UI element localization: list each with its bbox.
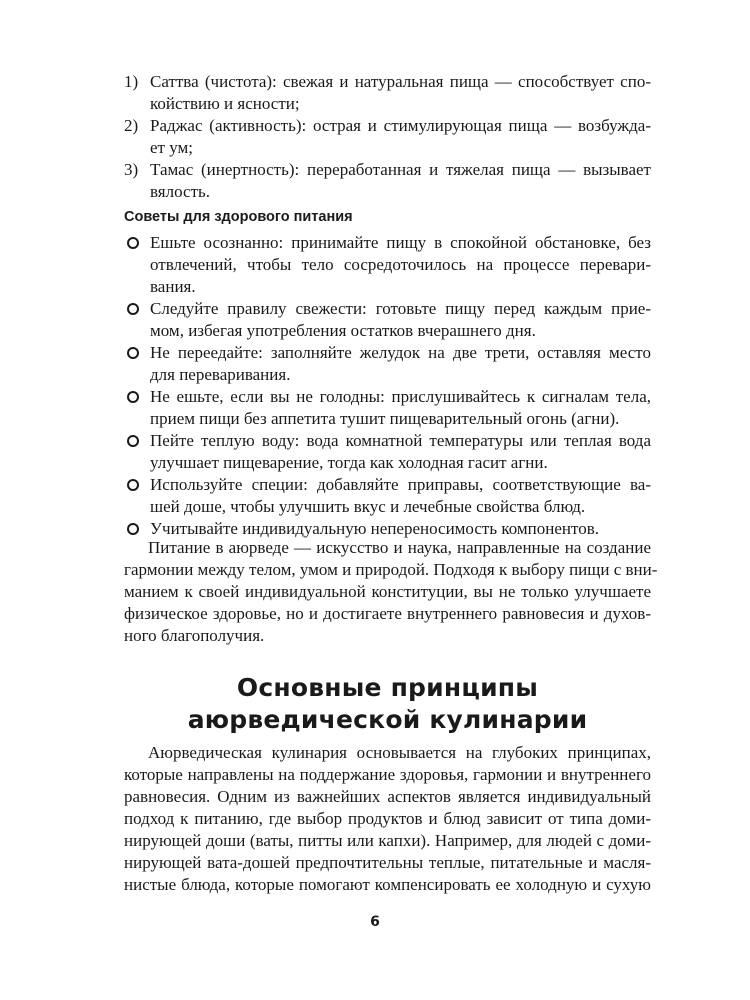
list-item-line: койствию и ясности; <box>150 94 300 113</box>
list-item <box>124 232 651 298</box>
list-item-line: Саттва (чистота): свежая и натуральная пища — способствует спо- <box>150 72 651 91</box>
list-item-line: Тамас (инертность): переработанная и тяжелая пища — вызывает <box>150 160 651 179</box>
text-line: подход к питанию, где выбор продуктов и блюд зависит от типа доми- <box>124 809 651 828</box>
list-item-line: шей доше, чтобы улучшить вкус и лечебные свойства блюд. <box>150 497 586 516</box>
list-item <box>124 386 651 430</box>
text-line: равновесия. Одним из важнейших аспектов является индивидуальный <box>124 787 651 806</box>
tips-list <box>124 232 651 540</box>
circle-bullet-icon <box>127 347 139 359</box>
list-item-line: вялость. <box>150 182 211 201</box>
list-item-line: Не ешьте, если вы не голодны: прислушивайтесь к сигналам тела, <box>150 387 651 406</box>
list-item-line: Следуйте правилу свежести: готовьте пищу перед каждым прие- <box>150 299 651 318</box>
list-item-line: отвлечений, чтобы тело сосредоточилось на процессе перевари- <box>150 255 651 274</box>
circle-bullet-icon <box>127 435 139 447</box>
text-line: манием к своей индивидуальной конституции, вы не только улучшаете <box>124 582 651 601</box>
text-line: физическое здоровье, но и достигаете внутреннего равновесия и духов- <box>124 604 651 623</box>
intro-paragraph <box>124 742 651 896</box>
section-title-line: аюрведической кулинарии <box>187 705 588 734</box>
circle-bullet-icon <box>127 479 139 491</box>
list-item <box>124 159 651 203</box>
list-item-line: Пейте теплую воду: вода комнатной температуры или теплая вода <box>150 431 651 450</box>
list-number: 1) <box>124 72 139 91</box>
list-item-line: мом, избегая употребления остатков вчерашнего дня. <box>150 321 536 340</box>
list-item-line: улучшает пищеварение, тогда как холодная гасит агни. <box>150 453 548 472</box>
section-title <box>124 672 651 736</box>
list-item-line: Учитывайте индивидуальную непереносимость компонентов. <box>150 519 599 538</box>
circle-bullet-icon <box>127 523 139 535</box>
list-item-line: вания. <box>150 277 196 296</box>
text-line: которые направлены на поддержание здоровья, гармонии и внутреннего <box>124 765 651 784</box>
summary-paragraph <box>124 537 658 647</box>
list-item <box>124 298 651 342</box>
text-line: гармонии между телом, умом и природой. Подходя к выбору пищи с вни- <box>124 560 658 579</box>
circle-bullet-icon <box>127 303 139 315</box>
text-line: нирующей вата-дошей предпочтительны теплые, питательные и масля- <box>124 853 651 872</box>
list-number: 3) <box>124 160 139 179</box>
text-line: нистые блюда, которые помогают компенсировать ее холодную и сухую <box>124 875 651 894</box>
list-item <box>124 115 651 159</box>
text-line: ного благополучия. <box>124 626 265 645</box>
page-number: 6 <box>370 914 380 930</box>
list-item-line: прием пищи без аппетита тушит пищеварительный огонь (агни). <box>150 409 620 428</box>
list-item <box>124 474 651 518</box>
list-item <box>124 71 651 115</box>
list-item <box>124 430 651 474</box>
list-item <box>124 342 651 386</box>
section-title-line: Основные принципы <box>236 673 539 702</box>
circle-bullet-icon <box>127 391 139 403</box>
list-item-line: Раджас (активность): острая и стимулирующая пища — возбужда- <box>150 116 651 135</box>
gunas-list <box>124 71 651 203</box>
list-number: 2) <box>124 116 139 135</box>
list-item-line: Ешьте осознанно: принимайте пищу в спокойной обстановке, без <box>150 233 651 252</box>
text-line: Питание в аюрведе — искусство и наука, направленные на создание <box>148 538 651 557</box>
tips-heading: Советы для здорового питания <box>124 209 353 225</box>
list-item-line: для переваривания. <box>150 365 291 384</box>
text-line: Аюрведическая кулинария основывается на глубоких принципах, <box>148 743 651 762</box>
circle-bullet-icon <box>127 237 139 249</box>
list-item-line: ет ум; <box>150 138 193 157</box>
list-item-line: Не переедайте: заполняйте желудок на две трети, оставляя место <box>150 343 651 362</box>
list-item-line: Используйте специи: добавляйте приправы, соответствующие ва- <box>150 475 651 494</box>
text-line: нирующей доши (ваты, питты или капхи). Например, для людей с доми- <box>124 831 651 850</box>
